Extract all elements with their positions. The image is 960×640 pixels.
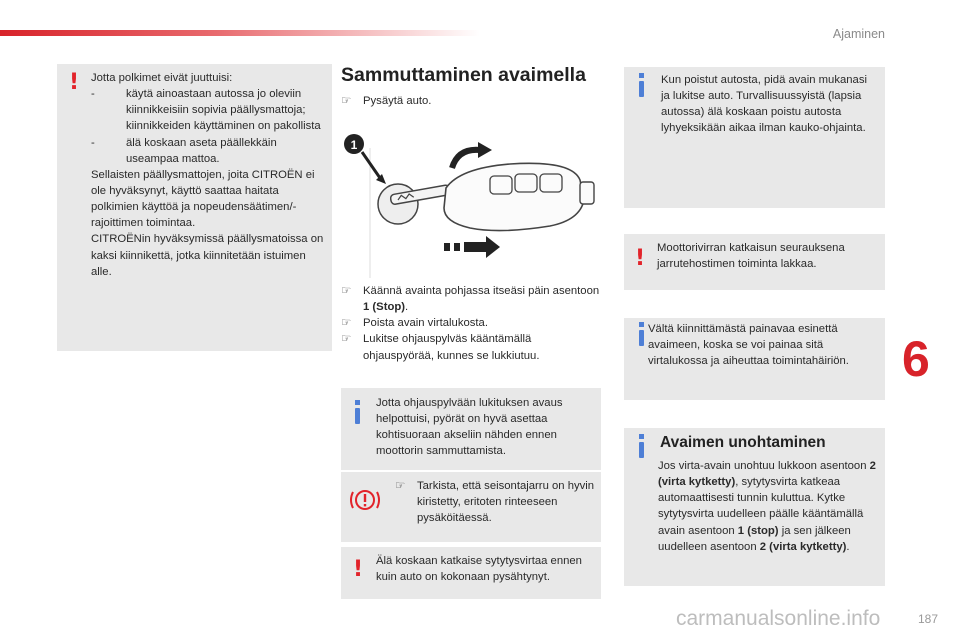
warning-icon: ! (353, 557, 364, 582)
info-icon (639, 442, 644, 458)
list-item: - käytä ainoastaan autossa jo oleviin kiinnikkeisiin sopivia päällysmattoja; kiinnikkeiden käyttäminen on pakollista (91, 88, 321, 133)
forgotten-key-title: Avaimen unohtaminen (660, 434, 826, 451)
warning-icon: ! (69, 70, 80, 95)
chapter-number: 6 (902, 331, 930, 387)
section-name: Ajaminen (832, 27, 885, 41)
step-item: ☞ Poista avain virtalukosta. (341, 317, 488, 330)
handbrake-check: ☞ Tarkista, että seisontajarru on hyvin kiristetty, eritoten rinteeseen pysäköitäessä. (395, 480, 595, 525)
info-icon (355, 408, 360, 424)
leave-car-info-box (624, 67, 885, 208)
forgotten-key-box (624, 428, 885, 586)
figure-label: 1 (350, 138, 358, 152)
ignition-warning-box (341, 547, 601, 599)
leave-car-info-text: Kun poistut autosta, pidä avain mukanasi ja lukitse auto. Turvallisuussyistä (lapsia autossa) älä koskaan poistu autosta lyhyeksikään aikaa ilman kauko-ohjainta. (661, 74, 867, 135)
header-accent-bar (0, 30, 480, 36)
watermark: carmanualsonline.info (676, 607, 881, 630)
page-title: Sammuttaminen avaimella (341, 64, 586, 86)
handbrake-warning-icon (349, 486, 381, 514)
step-item: ☞ Pysäytä auto. (341, 95, 432, 107)
pedal-warning-intro: Jotta polkimet eivät juuttuisi: (91, 72, 233, 84)
brake-assist-warning-text: Moottorivirran katkaisun seurauksena jarrutehostimen toiminta lakkaa. (657, 242, 845, 271)
info-icon (639, 81, 644, 97)
key-ignition-illustration (340, 128, 602, 280)
forgotten-key-text: Jos virta-avain unohtuu lukkoon asentoon 2 (virta kytketty), sytytysvirta katkeaa automaattisesti tunnin kuluttua. Kytke sytytysvirta uudelleen päälle kääntämällä avain asentoon 1 (stop) ja sen jälkeen uudelleen asentoon 2 (virta kytketty). (658, 460, 876, 553)
warning-icon: ! (635, 246, 646, 271)
page-number: 187 (917, 612, 938, 626)
heavy-object-info-text: Vältä kiinnittämästä painavaa esinettä avaimeen, koska se voi painaa sitä virtalukossa ja aiheuttaa toimintahäiriön. (648, 323, 849, 368)
info-icon (639, 330, 644, 346)
step-item: ☞ Lukitse ohjauspylväs kääntämällä ohjauspyörää, kunnes se lukkiutuu. (341, 333, 540, 362)
steering-lock-info-box (341, 388, 601, 470)
pedal-warning-box (57, 64, 332, 351)
step-item: ☞ Käännä avainta pohjassa itseäsi päin asentoon 1 (Stop). (341, 285, 600, 314)
heavy-object-info-box (624, 318, 885, 400)
pedal-warning-paragraph: CITROËNin hyväksymissä päällysmatoissa on kaksi kiinnikettä, jotka kiinnitetään istuimen alle. (91, 233, 324, 278)
list-item: - älä koskaan aseta päällekkäin useampaa mattoa. (91, 136, 277, 165)
pedal-warning-paragraph: Sellaisten päällysmattojen, joita CITROËN ei ole hyväksynyt, käyttö saattaa haitata polkimien käyttöä ja nopeudensäätimen/-rajoittimen toimintaa. (91, 168, 315, 230)
handbrake-box (341, 472, 601, 542)
steering-lock-info-text: Jotta ohjauspylvään lukituksen avaus helpottuisi, pyörät on hyvä asettaa kohtisuoraan akseliin nähden ennen moottorin sammuttamista. (376, 397, 563, 458)
brake-assist-warning-box (624, 234, 885, 290)
ignition-warning-text: Älä koskaan katkaise sytytysvirtaa ennen kuin auto on kokonaan pysähtynyt. (376, 555, 582, 584)
